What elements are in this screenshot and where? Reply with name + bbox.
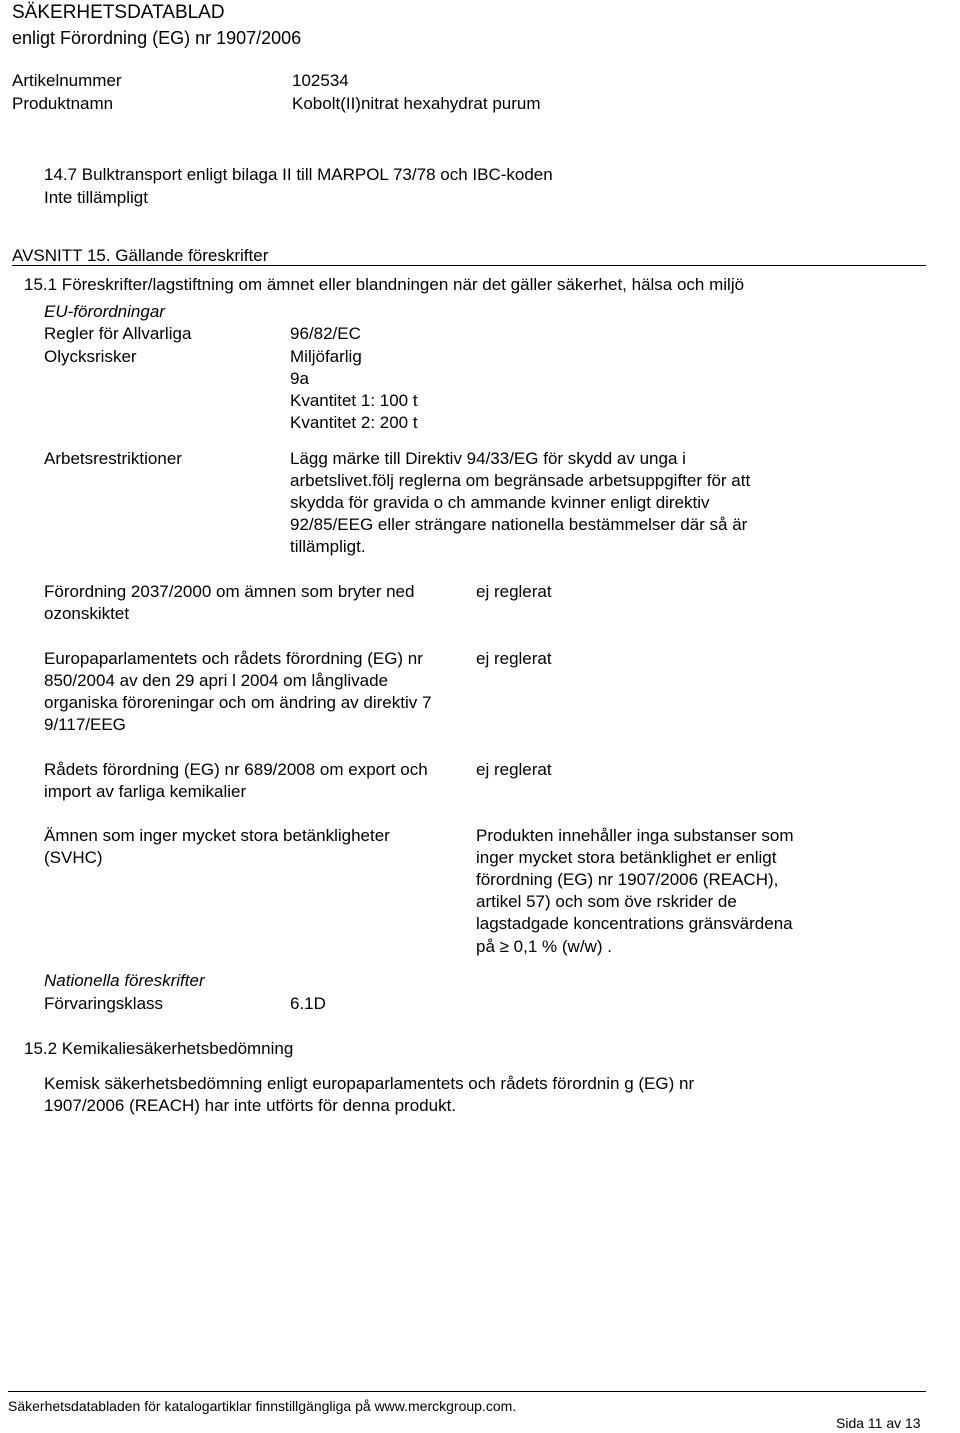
svhc-value-line: på ≥ 0,1 % (w/w) . (476, 937, 612, 956)
svhc-value-line: Produkten innehåller inga substanser som (476, 826, 794, 845)
footer-note: Säkerhetsdatabladen för katalogartiklar finnstillgängliga på www.merckgroup.com. (8, 1398, 517, 1414)
section-15-2-heading: 15.2 Kemikaliesäkerhetsbedömning (24, 1039, 294, 1058)
footer-divider (8, 1391, 926, 1392)
work-restrictions-label: Arbetsrestriktioner (44, 449, 182, 468)
section-14-7-text: Inte tillämpligt (44, 188, 148, 207)
svhc-value-line: artikel 57) och som öve rskrider de (476, 892, 737, 911)
product-name-label: Produktnamn (12, 94, 114, 113)
product-name-value: Kobolt(II)nitrat hexahydrat purum (292, 94, 541, 113)
ozone-regulation-line: ozonskiktet (44, 604, 130, 623)
page-number: Sida 11 av 13 (836, 1415, 921, 1431)
export-regulation-value: ej reglerat (476, 760, 552, 779)
document-title: SÄKERHETSDATABLAD (12, 2, 225, 23)
article-number-label: Artikelnummer (12, 71, 122, 90)
section-15-1-heading: 15.1 Föreskrifter/lagstiftning om ämnet eller blandningen när det gäller säkerhet, hälsa och miljö (24, 275, 745, 294)
chemical-safety-assessment-line: Kemisk säkerhetsbedömning enligt europaparlamentets och rådets förordnin g (EG) nr (44, 1074, 695, 1093)
pop-regulation-line: 850/2004 av den 29 apri l 2004 om långlivade (44, 671, 389, 690)
svhc-value-line: inger mycket stora betänklighet er enligt (476, 848, 777, 867)
eu-regulations-label: EU-förordningar (44, 302, 165, 321)
regulation-subtitle: enligt Förordning (EG) nr 1907/2006 (12, 28, 302, 48)
work-restriction-line: skydda för gravida o ch ammande kvinner enligt direktiv (290, 493, 710, 512)
section-14-7-heading: 14.7 Bulktransport enligt bilaga II till MARPOL 73/78 och IBC-koden (44, 165, 553, 184)
seveso-value: 9a (290, 369, 309, 388)
storage-class-value: 6.1D (290, 994, 326, 1013)
svhc-label-line: Ämnen som inger mycket stora betänkligheter (44, 826, 390, 845)
seveso-label-line-1: Regler för Allvarliga (44, 324, 192, 343)
export-regulation-line: Rådets förordning (EG) nr 689/2008 om export och (44, 760, 428, 779)
work-restriction-line: 92/85/EEG eller strängare nationella bestämmelser där så är (290, 515, 748, 534)
work-restriction-line: arbetslivet.följ reglerna om begränsade arbetsuppgifter för att (290, 471, 751, 490)
seveso-value: Kvantitet 1: 100 t (290, 391, 418, 410)
article-number-value: 102534 (292, 71, 349, 90)
seveso-value: Kvantitet 2: 200 t (290, 413, 418, 432)
seveso-value: Miljöfarlig (290, 347, 362, 366)
pop-regulation-line: Europaparlamentets och rådets förordning (EG) nr (44, 649, 423, 668)
pop-regulation-line: 9/117/EEG (44, 715, 126, 734)
svhc-value-line: lagstadgade koncentrations gränsvärdena (476, 914, 793, 933)
chemical-safety-assessment-line: 1907/2006 (REACH) har inte utförts för denna produkt. (44, 1096, 457, 1115)
ozone-regulation-value: ej reglerat (476, 582, 552, 601)
pop-regulation-value: ej reglerat (476, 649, 552, 668)
seveso-label-line-2: Olycksrisker (44, 347, 137, 366)
pop-regulation-line: organiska föroreningar och om ändring av direktiv 7 (44, 693, 432, 712)
svhc-value-line: förordning (EG) nr 1907/2006 (REACH), (476, 870, 779, 889)
section-divider (12, 265, 926, 266)
svhc-label-line: (SVHC) (44, 848, 103, 867)
storage-class-label: Förvaringsklass (44, 994, 164, 1013)
work-restriction-line: Lägg märke till Direktiv 94/33/EG för skydd av unga i (290, 449, 686, 468)
section-15-heading: AVSNITT 15. Gällande föreskrifter (12, 246, 269, 265)
ozone-regulation-line: Förordning 2037/2000 om ämnen som bryter ned (44, 582, 415, 601)
export-regulation-line: import av farliga kemikalier (44, 782, 247, 801)
national-regulations-label: Nationella föreskrifter (44, 971, 205, 990)
work-restriction-line: tillämpligt. (290, 537, 366, 556)
seveso-value: 96/82/EC (290, 324, 361, 343)
